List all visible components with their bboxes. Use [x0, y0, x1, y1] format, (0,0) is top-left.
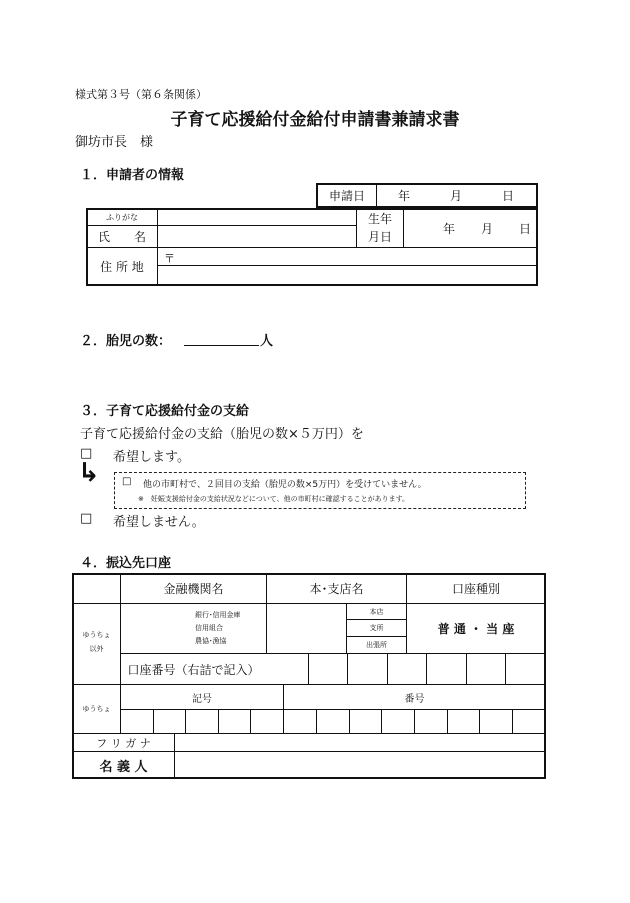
account-number-label: 口座番号（右詰で記入） [127, 662, 260, 677]
bank-kind-1: 銀行･信用金庫 [195, 611, 241, 619]
birth-year-label: 年 [442, 221, 455, 236]
holder-name-label: 名 義 人 [99, 759, 148, 775]
arrow-icon: ↳ [78, 458, 100, 488]
bank-name-header: 金融機関名 [163, 582, 224, 596]
section-4-heading: ４．振込先口座 [80, 556, 172, 571]
other-municipality-checkbox[interactable]: □ [122, 476, 132, 487]
branch-name-field[interactable] [267, 604, 346, 653]
account-type-header: 口座種別 [451, 582, 500, 596]
address-label: 住 所 地 [100, 260, 144, 274]
furigana-field[interactable] [158, 209, 356, 225]
number-header: 番号 [404, 693, 425, 705]
bank-name-field[interactable] [121, 604, 191, 653]
no-hope-option-label: 希望しません。 [113, 515, 205, 530]
form-number: 様式第３号（第６条関係） [75, 88, 207, 101]
birth-month-label: 月 [480, 221, 493, 236]
bank-kind-2: 信用組合 [195, 624, 223, 632]
holder-furigana-label: フ リ ガ ナ [96, 736, 151, 750]
non-yucho-label-1: ゆうちょ [82, 631, 111, 639]
name-field[interactable] [158, 226, 356, 247]
application-day-label: 日 [501, 189, 514, 203]
section-1-heading: １．申請者の情報 [80, 168, 185, 183]
non-yucho-label-2: 以外 [89, 645, 104, 653]
section-3-lead: 子育て応援給付金の支給（胎児の数×５万円）を [80, 427, 364, 442]
postal-mark: 〒 [164, 252, 175, 265]
application-date-label: 申請日 [328, 189, 365, 203]
section-3-heading: ３．子育て応援給付金の支給 [80, 404, 250, 419]
document-title: 子育て応援給付金給付申請書兼請求書 [170, 110, 460, 130]
postal-code-field[interactable] [175, 248, 537, 265]
other-municipality-subnote: ※ 妊娠支援給付金の支給状況などについて、他の市町村に確認することがあります。 [138, 495, 410, 503]
account-type-options[interactable]: 普 通 ・ 当 座 [437, 622, 515, 636]
account-number-field[interactable] [267, 654, 545, 684]
branch-kind-3: 出張所 [366, 641, 387, 649]
holder-name-field[interactable] [175, 752, 545, 778]
yucho-number-field[interactable] [284, 710, 545, 733]
application-month-label: 月 [449, 189, 462, 203]
bank-kind-3: 農協･漁協 [195, 637, 227, 645]
holder-furigana-field[interactable] [175, 734, 545, 751]
no-hope-checkbox[interactable]: □ [80, 511, 93, 526]
other-municipality-note: 他の市町村で、２回目の支給（胎児の数×5万円）を受けていません。 [143, 480, 427, 490]
section-2-heading: ２．胎児の数： [80, 334, 172, 349]
address-field[interactable] [158, 266, 537, 285]
yucho-label: ゆうちょ [82, 705, 111, 713]
symbol-header: 記号 [192, 693, 212, 705]
birth-day-label: 日 [518, 221, 531, 236]
yucho-symbol-field[interactable] [121, 710, 283, 733]
hope-option-label: 希望します。 [113, 450, 190, 465]
fetus-count-unit: 人 [260, 334, 274, 349]
branch-kind-2: 支所 [369, 624, 384, 632]
name-label: 氏 名 [97, 230, 146, 244]
birth-date-label-2: 月日 [367, 230, 392, 244]
hope-checkbox[interactable]: □ [80, 446, 93, 461]
branch-kind-1: 本店 [369, 607, 384, 616]
addressee: 御坊市長 様 [75, 135, 154, 150]
fetus-count-field[interactable] [184, 345, 259, 346]
branch-name-header: 本･支店名 [309, 582, 364, 596]
application-year-label: 年 [397, 189, 410, 203]
furigana-label: ふりがな [106, 212, 138, 222]
birth-date-label-1: 生年 [367, 212, 392, 226]
